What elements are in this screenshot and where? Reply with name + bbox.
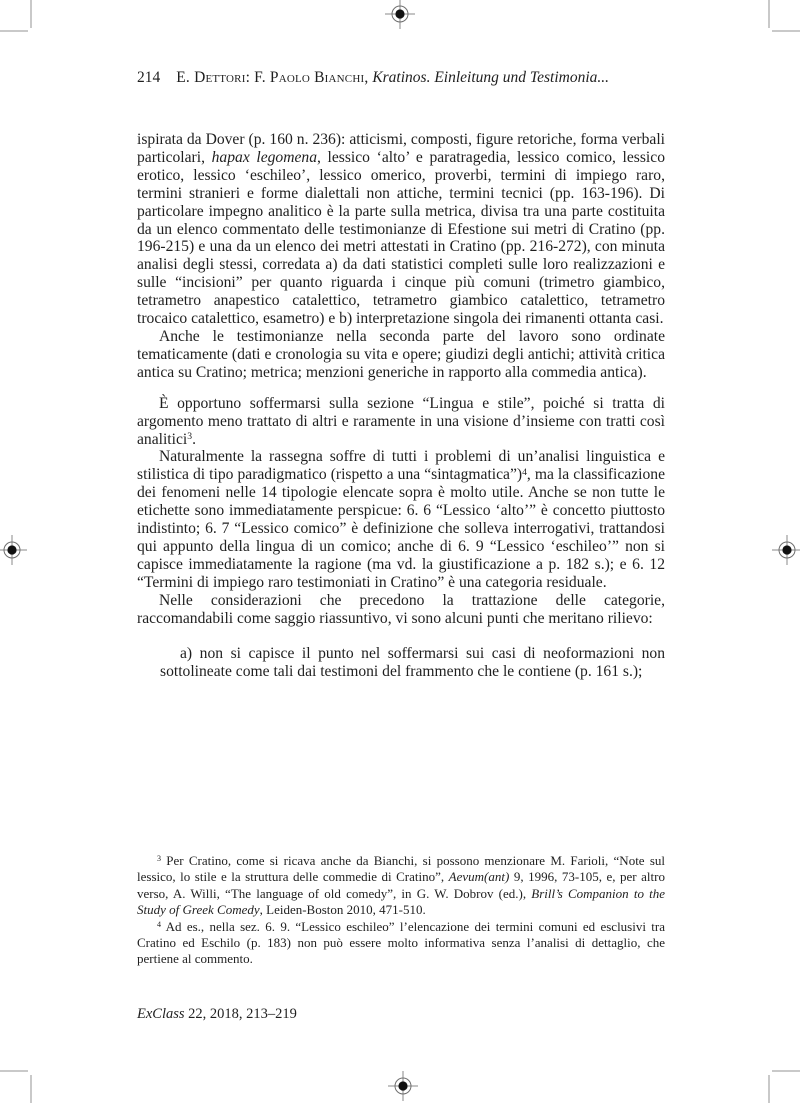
crop-mark <box>30 0 32 28</box>
crop-mark <box>768 1075 770 1103</box>
journal-name: ExClass <box>137 1006 185 1022</box>
paragraph: ispirata da Dover (p. 160 n. 236): atticismi, composti, figure retoriche, forma verbali particolari, hapax legomena, lessico ‘alto’ e paratragedia, lessico comico, lessico erotico, lessico ‘eschileo’, lessico omerico, proverbi, termini di impiego raro, termini stranieri e forme dialettali non attiche, termini tecnici (pp. 163-196). Di particolare impegno analitico è la parte sulla metrica, divisa tra una parte costituita da un elenco commentato delle testimonianze di Efestione sui metri di Cratino (pp. 196-215) e una da un elenco dei metri attestati in Cratino (pp. 216-272), con minuta analisi degli stessi, corredata a) da dati statistici completi sulle loro realizzazioni e sulle “incisioni” per quanto riguarda i cinque più comuni (trimetro giambico, tetrametro anapestico catalettico, tetrametro giambico catalettico, tetrametro trocaico catalettico, esametro) e b) interpretazione singola dei rimanenti ottanta casi. <box>137 131 665 328</box>
crop-mark <box>772 1070 800 1072</box>
journal-citation: 22, 2018, 213–219 <box>184 1006 297 1022</box>
registration-mark-icon <box>772 535 800 565</box>
review-title: Kratinos. Einleitung und Testimonia... <box>372 69 609 86</box>
paragraph: Anche le testimonianze nella seconda parte del lavoro sono ordinate tematicamente (dati e cronologia su vita e opere; giudizi degli antichi; attività critica antica su Cratino; metrica; menzioni generiche in rapporto alla commedia antica). <box>137 327 665 381</box>
running-header <box>137 69 665 87</box>
crop-mark <box>0 1070 28 1072</box>
page-footer <box>137 1006 297 1023</box>
paragraph: Nelle considerazioni che precedono la trattazione delle categorie, raccomandabili come saggio riassuntivo, vi sono alcuni punti che meritano rilievo: <box>137 591 665 627</box>
paragraph: a) non si capisce il punto nel soffermarsi sui casi di neoformazioni non sottolineate come tali dai testimoni del frammento che le contiene (p. 161 s.); <box>160 645 665 681</box>
crop-mark <box>768 0 770 28</box>
registration-mark-icon <box>0 535 27 565</box>
footnotes <box>137 853 665 968</box>
review-byline: E. Dettori: F. Paolo Bianchi, <box>176 69 369 86</box>
crop-mark <box>772 30 800 32</box>
footnote: $^3$ Per Cratino, come si ricava anche da Bianchi, si possono menzionare M. Farioli, “Note sul lessico, lo stile e la struttura delle commedie di Cratino”, Aevum(ant) 9, 1996, 73-105, e, per altro verso, A. Willi, “The language of old comedy”, in G. W. Dobrov (ed.), Brill’s Companion to the Study of Greek Comedy, Leiden-Boston 2010, 471-510. <box>137 853 665 918</box>
paragraph: Naturalmente la rassegna soffre di tutti i problemi di un’analisi linguistica e stilistica di tipo paradigmatico (rispetto a una “sintagmatica”)$^4$, ma la classificazione dei fenomeni nelle 14 tipologie elencate sopra è molto utile. Anche se non tutte le etichette sono immediatamente perspicue: 6. 6 “Lessico ‘alto’” è concetto piuttosto indistinto; 6. 7 “Lessico comico” è definizione che solleva interrogativi, trattandosi qui appunto della lingua di un comico; anche di 6. 9 “Lessico ‘eschileo’” non si capisce immediatamente la ragione (ma vd. la giustificazione a p. 182 s.); e 6. 12 “Termini di impiego raro testimoniati in Cratino” è una categoria residuale. <box>137 448 665 591</box>
footnote: $^4$ Ad es., nella sez. 6. 9. “Lessico eschileo” l’elencazione dei termini comuni ed esclusivi tra Cratino ed Eschilo (p. 183) non può essere molto informativa senza l’analisi di dettaglio, che pertiene al commento. <box>137 918 665 967</box>
paragraph: È opportuno soffermarsi sulla sezione “Lingua e stile”, poiché si tratta di argomento meno trattato di altri e raramente in una visione d’insieme con tratti così analitici$^3$. <box>137 394 665 448</box>
crop-mark <box>30 1075 32 1103</box>
body-paragraphs <box>137 131 665 681</box>
crop-mark <box>0 30 28 32</box>
registration-mark-icon <box>385 0 415 29</box>
page-number: 214 <box>137 69 161 86</box>
registration-mark-icon <box>388 1071 418 1101</box>
